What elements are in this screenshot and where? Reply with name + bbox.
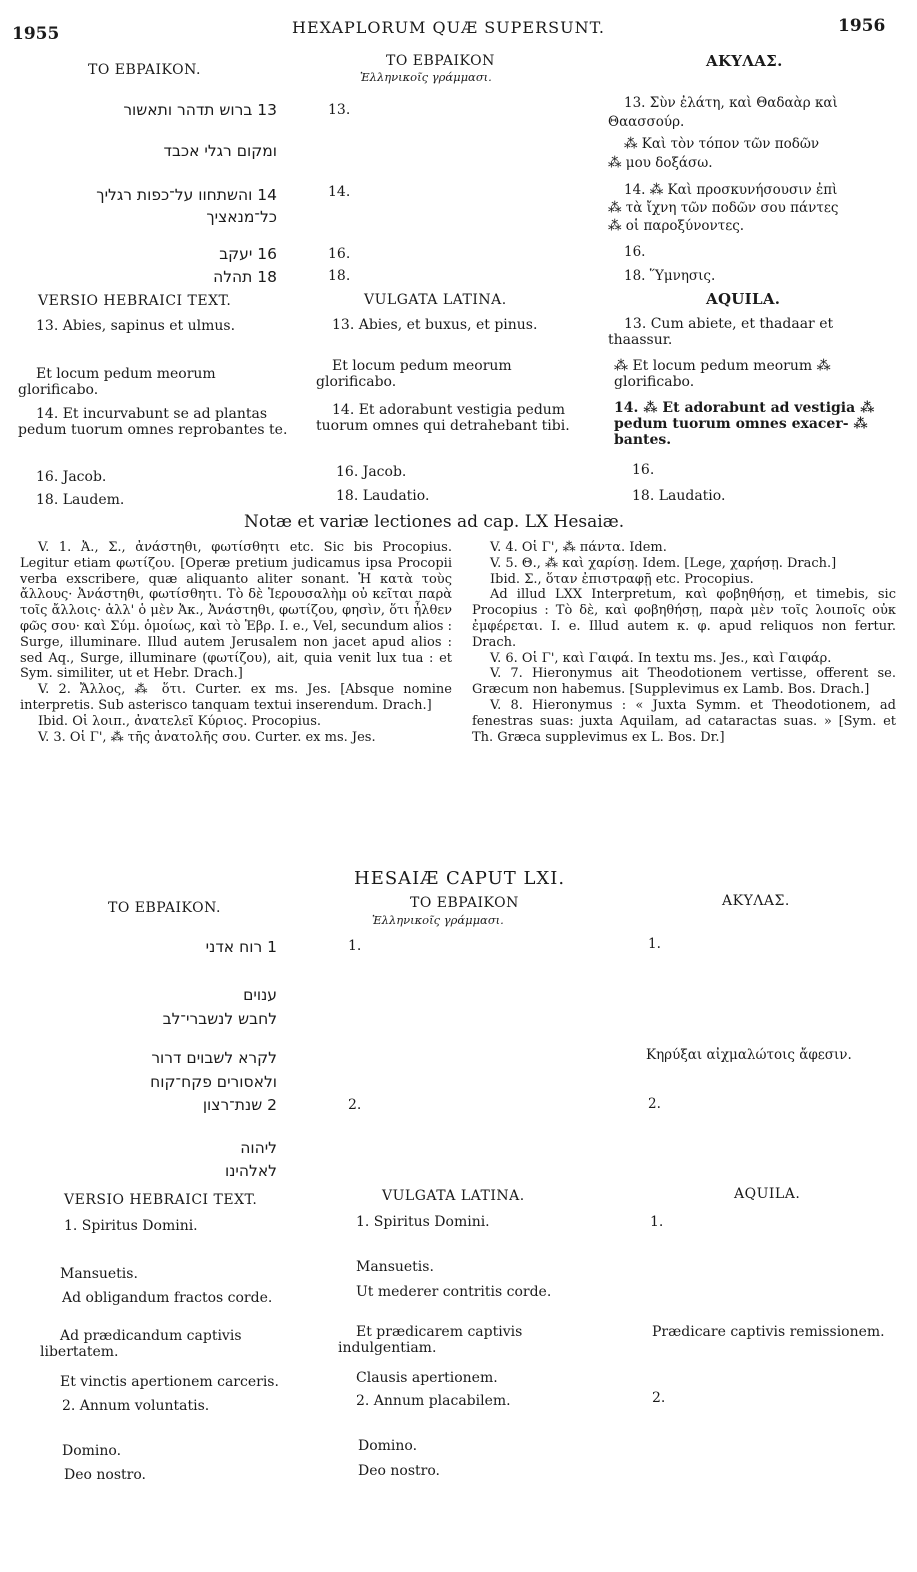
note-paragraph: V. 3. Οἱ Γ', ⁂ τῆς ἀνατολῆς σου. Curter. ex ms. Jes.: [38, 729, 376, 745]
hebrew-line: 1 רוח אדני: [205, 938, 277, 956]
note-paragraph: Ad illud LXX Interpretum, καὶ φοβηθήσῃ, et timebis, sic Procopius : Τὸ δὲ, καὶ φοβηθήσῃ, παρὰ μὲν τοῖς λοιποῖς οὐκ ἐμφέρεται. I. e. Illud autem κ. φ. apud reliquos non fertur. Drach.: [472, 587, 896, 650]
note-paragraph: V. 4. Οἱ Γ', ⁂ πάντα. Idem.: [490, 540, 667, 555]
aquila-greek-line: ⁂ Καὶ τὸν τόπον τῶν ποδῶν: [624, 136, 820, 152]
hebrew-line: כל־מנאציך: [206, 208, 277, 226]
vulgata-verse: 2. Annum placabilem.: [356, 1393, 511, 1409]
col-head-aquila: ΑΚΥΛΑΣ.: [722, 893, 790, 909]
versio-verse: Ad prædicandum captivis libertatem.: [40, 1328, 242, 1360]
aquila-latin-verse: 14. ⁂ Et adorabunt ad vestigia ⁂ pedum tuorum omnes exacer- ⁂ bantes.: [614, 400, 875, 448]
col-head-aquila-latin: AQUILA.: [706, 290, 781, 308]
aquila-latin-verse: ⁂ Et locum pedum meorum ⁂ glorificabo.: [614, 358, 831, 390]
versio-verse: 16. Jacob.: [36, 469, 107, 485]
versio-verse: 1. Spiritus Domini.: [64, 1218, 198, 1234]
vulgata-verse: 13. Abies, et buxus, et pinus.: [332, 317, 538, 333]
hebrew-line: 16 יעקב: [219, 245, 277, 263]
aquila-latin-verse: 18. Laudatio.: [632, 488, 726, 504]
note-paragraph: Ibid. Οἱ λοιπ., ἀνατελεῖ Κύριος. Procopius.: [38, 713, 322, 729]
aquila-greek-line: 18. Ὕμνησις.: [624, 268, 716, 284]
col-head-vulgata: VULGATA LATINA.: [364, 292, 507, 308]
versio-verse: 2. Annum voluntatis.: [62, 1398, 210, 1414]
translit-line: 16.: [328, 246, 351, 262]
hebrew-line: 13 ברוש תדהר ותאשור: [123, 101, 277, 119]
aquila-latin-verse: 13. Cum abiete, et thadaar et thaassur.: [608, 316, 834, 348]
notes-left-column: [20, 540, 452, 745]
aquila-latin-verse: Prædicare captivis remissionem.: [652, 1324, 885, 1340]
aquila-greek-line: Κηρύξαι αἰχμαλώτοις ἄφεσιν.: [646, 1047, 852, 1063]
note-paragraph: V. 8. Hieronymus : « Juxta Symm. et Theodotionem, ad fenestras suas: juxta Aquilam, ad cataractas suas. » [Sym. et Th. Græca supplevimus ex L. Bos. Dr.]: [472, 697, 896, 745]
vulgata-verse: Domino.: [358, 1438, 418, 1454]
vulgata-verse: 14. Et adorabunt vestigia pedum tuorum omnes qui detrahebant tibi.: [316, 402, 570, 434]
hebrew-line: ליהוה: [240, 1139, 277, 1157]
versio-verse: Et vinctis apertionem carceris.: [60, 1374, 279, 1390]
versio-verse: Mansuetis.: [60, 1266, 138, 1282]
vulgata-verse: 18. Laudatio.: [336, 488, 430, 504]
col-head-aquila: ΑΚΥΛΑΣ.: [706, 52, 783, 70]
aquila-latin-verse: 2.: [652, 1390, 666, 1406]
hebrew-line: לחבש לנשברי־לב: [162, 1010, 277, 1028]
translit-line: 13.: [328, 102, 351, 118]
col-head-aquila-latin: AQUILA.: [734, 1186, 801, 1202]
col-head-translit-sub: Ἑλληνικοῖς γράμμασι.: [372, 913, 504, 927]
versio-verse: Domino.: [62, 1443, 122, 1459]
versio-verse: Ad obligandum fractos corde.: [62, 1290, 273, 1306]
vulgata-verse: Et prædicarem captivis indulgentiam.: [338, 1324, 523, 1356]
translit-line: 18.: [328, 268, 351, 284]
vulgata-verse: Mansuetis.: [356, 1259, 434, 1275]
vulgata-verse: Deo nostro.: [358, 1463, 440, 1479]
aquila-greek-line: 13. Σὺν ἐλάτη, καὶ Θαδαὰρ καὶ: [624, 95, 838, 111]
vulgata-verse: Ut mederer contritis corde.: [356, 1284, 552, 1300]
notes-title: Notæ et variæ lectiones ad cap. LX Hesaiæ.: [244, 512, 625, 532]
col-head-vulgata: VULGATA LATINA.: [382, 1188, 525, 1204]
note-paragraph: V. 6. Οἱ Γ', καὶ Γαιφά. In textu ms. Jes., καὶ Γαιφάρ.: [490, 650, 832, 666]
hebrew-line: 2 שנת־רצון: [202, 1096, 277, 1114]
hebrew-line: לקרא לשבוים דרור: [151, 1049, 277, 1067]
col-head-translit: TO EBPAIKON: [410, 895, 519, 911]
translit-line: 1.: [348, 938, 362, 954]
running-title: HEXAPLORUM QUÆ SUPERSUNT.: [292, 18, 606, 37]
col-head-versio: VERSIO HEBRAICI TEXT.: [64, 1192, 258, 1208]
versio-verse: 18. Laudem.: [36, 492, 125, 508]
aquila-greek-line: 1.: [648, 936, 661, 952]
note-paragraph: V. 7. Hieronymus ait Theodotionem vertisse, offerent se. Græcum non habemus. [Supplevimus ex Lamb. Bos. Drach.]: [472, 666, 896, 698]
aquila-latin-verse: 16.: [632, 462, 655, 478]
col-head-hebrew: TO EBPAIKON.: [108, 900, 221, 916]
vulgata-verse: 16. Jacob.: [336, 464, 407, 480]
aquila-greek-line: ⁂ οἱ παροξύνοντες.: [608, 218, 745, 234]
note-paragraph: V. 1. Ἀ., Σ., ἀνάστηθι, φωτίσθητι etc. Sic bis Procopius. Legitur etiam φωτίζου. [Operæ pretium judicamus ipsa Procopii verba exscribere, quæ aliquanto aliter sonant. Ἡ κατὰ τοὺς ἄλλους· Ἀνάστηθι, φωτίσθητι. Τὸ δὲ Ἱερουσαλὴμ οὐ κεῖται παρὰ τοῖς ἄλλοις· ἀλλ' ὁ μὲν Ἀκ., Ἀνάστηθι, φωτίζου, φησὶν, ὅτι ἦλθεν φῶς σου· καὶ Σύμ. ὁμοίως, καὶ τὸ Ἑβρ. I. e., Vel, secundum alios : Surge, illuminare. Illud autem Jerusalem non jacet apud alios : sed Aq., Surge, illuminare (φωτίζου), ait, quia venit lux tua : et Sym. similiter, ut et Hebr. Drach.]: [20, 540, 452, 682]
vulgata-verse: 1. Spiritus Domini.: [356, 1214, 490, 1230]
aquila-greek-line: Θαασσούρ.: [608, 114, 685, 130]
versio-verse: 13. Abies, sapinus et ulmus.: [36, 318, 236, 334]
col-head-translit: TO EBPAIKON: [386, 53, 495, 69]
aquila-greek-line: 2.: [648, 1096, 661, 1112]
page-number-right: 1956: [838, 16, 886, 36]
aquila-greek-line: ⁂ μου δοξάσω.: [608, 155, 713, 171]
aquila-greek-line: ⁂ τὰ ἴχνη τῶν ποδῶν σου πάντες: [608, 200, 839, 216]
col-head-versio: VERSIO HEBRAICI TEXT.: [38, 293, 232, 309]
aquila-greek-line: 14. ⁂ Καὶ προσκυνήσουσιν ἐπὶ: [624, 182, 838, 198]
hebrew-line: לאלהינו: [224, 1162, 277, 1180]
translit-line: 14.: [328, 184, 351, 200]
col-head-translit-sub: Ἑλληνικοῖς γράμμασι.: [360, 70, 492, 84]
translit-line: 2.: [348, 1097, 362, 1113]
vulgata-verse: Et locum pedum meorum glorificabo.: [316, 358, 512, 390]
page-number-left: 1955: [12, 24, 60, 44]
note-paragraph: V. 2. Ἄλλος, ⁂ ὅτι. Curter. ex ms. Jes. [Absque nomine interpretis. Sub asterisco tanquam textui inserendum. Drach.]: [20, 682, 452, 713]
aquila-greek-line: 16.: [624, 244, 646, 260]
notes-right-column: [472, 540, 896, 745]
vulgata-verse: Clausis apertionem.: [356, 1370, 498, 1386]
col-head-hebrew: TO EBPAIKON.: [88, 62, 201, 78]
versio-verse: 14. Et incurvabunt se ad plantas pedum tuorum omnes reprobantes te.: [18, 406, 288, 438]
hebrew-line: 18 תהלה: [213, 268, 277, 286]
versio-verse: Et locum pedum meorum glorificabo.: [18, 366, 216, 398]
aquila-latin-verse: 1.: [650, 1214, 664, 1230]
versio-verse: Deo nostro.: [64, 1467, 146, 1483]
hebrew-line: 14 והשתחוו על־כפות רגליך: [96, 186, 277, 204]
note-paragraph: Ibid. Σ., ὅταν ἐπιστραφῇ etc. Procopius.: [490, 571, 754, 587]
hebrew-line: ענוים: [243, 986, 277, 1004]
hebrew-line: ולאסורים פקח־קוח: [150, 1073, 277, 1091]
hebrew-line: ומקום רגלי אכבד: [163, 142, 277, 160]
note-paragraph: V. 5. Θ., ⁂ καὶ χαρίσῃ. Idem. [Lege, χαρήσῃ. Drach.]: [490, 555, 837, 571]
caput-title: HESAIÆ CAPUT LXI.: [354, 868, 566, 889]
